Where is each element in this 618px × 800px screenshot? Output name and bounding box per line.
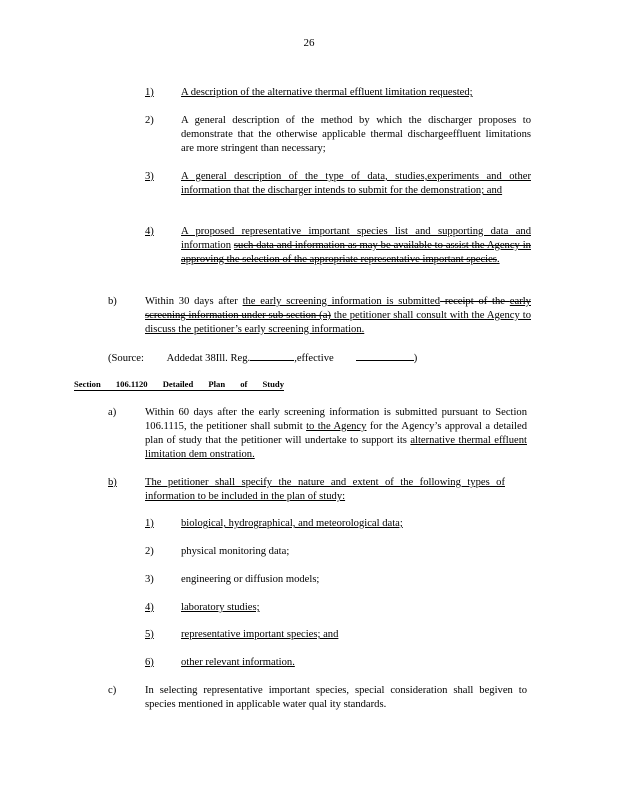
- list-a-item-4-inserted: A proposed representative important species list and supporting data and information: [181, 226, 531, 251]
- source-effective: ,effective: [294, 353, 334, 364]
- section-number: 106.1120: [115, 379, 148, 389]
- para-a2-pre: Within 60 days after the early screening information is submitted pursuant to Section 106.1115, the petitioner shall submit: [145, 407, 527, 432]
- section-title-2: Plan: [208, 379, 226, 389]
- para-b1-pre: Within 30 days after: [145, 296, 243, 307]
- list-a-label-3: 3): [145, 171, 154, 182]
- list-a-label-1: 1): [145, 87, 154, 98]
- page-number: 26: [303, 37, 315, 49]
- section-word: Section: [74, 379, 101, 389]
- source-close: ): [413, 353, 418, 364]
- source-date-blank: [356, 350, 414, 361]
- para-b1-label: b): [108, 296, 117, 307]
- para-b2: [145, 476, 505, 504]
- list-a-item-4: [181, 225, 531, 267]
- para-a2: [145, 406, 527, 462]
- para-a2-label: a): [108, 407, 117, 418]
- list-a-item-3: [181, 170, 531, 198]
- para-c-label: c): [108, 685, 117, 696]
- list-b-item-2: physical monitoring data;: [181, 546, 290, 557]
- list-a-label-4: 4): [145, 226, 154, 237]
- list-a-item-2: [181, 114, 531, 156]
- para-b2-text: The petitioner shall specify the nature and extent of the following types of information to be included in the plan of study:: [145, 477, 505, 502]
- para-b1-inserted-1: the early screening information is submitted: [242, 296, 441, 307]
- list-a-item-4-deleted: such data and information as may be available to assist the Agency in approving the selection of the appropriate representative important species: [181, 240, 531, 265]
- para-a2-inserted-2: alternative thermal effluent limitation dem onstration.: [145, 435, 527, 460]
- para-c: In selecting representative important species, special consideration shall begiven to species mentioned in applicable water qual ity standards.: [145, 685, 527, 710]
- list-a-item-3-inserted: A general description of the type of data, studies,experiments and other information that the discharger intends to submit for the demonstration; and: [181, 171, 531, 196]
- list-b-item-5: representative important species; and: [181, 629, 339, 640]
- para-b1-deleted: early screening information under sub section (a): [145, 296, 531, 321]
- list-b-label-1: 1): [145, 518, 154, 529]
- list-a-item-4-period: .: [496, 254, 500, 265]
- para-b1: [145, 295, 531, 337]
- section-title-4: Study: [262, 379, 284, 389]
- list-b-label-3: 3): [145, 574, 154, 585]
- para-b1-mid: receipt of the: [440, 296, 510, 307]
- list-b-item-3: engineering or diffusion models;: [181, 574, 320, 585]
- list-a-item-2-text: A general description of the method by which the discharger proposes to demonstrate that the otherwise applicable thermal dischargeeffluent limitations are more stringent than necessary;: [181, 115, 531, 154]
- list-a-item-1-inserted: A description of the alternative thermal effluent limitation requested;: [181, 87, 473, 98]
- para-b1-inserted-2: the petitioner shall consult with the Agency to discuss the petitioner’s early screening information.: [145, 310, 531, 335]
- source-open: (Source:: [108, 353, 144, 364]
- para-b2-label: b): [108, 477, 117, 488]
- source-note: [108, 350, 428, 366]
- source-volume-blank: [250, 350, 294, 361]
- list-b-label-4: 4): [145, 602, 154, 613]
- list-b-item-1: biological, hydrographical, and meteorological data;: [181, 518, 403, 529]
- para-a2-mid: for the Agency’s approval a detailed plan of study that the petitioner will undertake to support its: [145, 421, 527, 446]
- list-a-item-1: [181, 86, 515, 100]
- section-heading: [74, 379, 284, 391]
- list-b-label-5: 5): [145, 629, 154, 640]
- list-b-item-4: laboratory studies;: [181, 602, 260, 613]
- section-title-3: of: [240, 379, 248, 389]
- source-added: Addedat 38Ill. Reg.: [166, 353, 251, 364]
- list-b-label-6: 6): [145, 657, 154, 668]
- section-title-1: Detailed: [162, 379, 194, 389]
- para-a2-inserted-1: to the Agency: [306, 421, 367, 432]
- list-b-label-2: 2): [145, 546, 154, 557]
- list-b-item-6: other relevant information.: [181, 657, 295, 668]
- list-a-label-2: 2): [145, 115, 154, 126]
